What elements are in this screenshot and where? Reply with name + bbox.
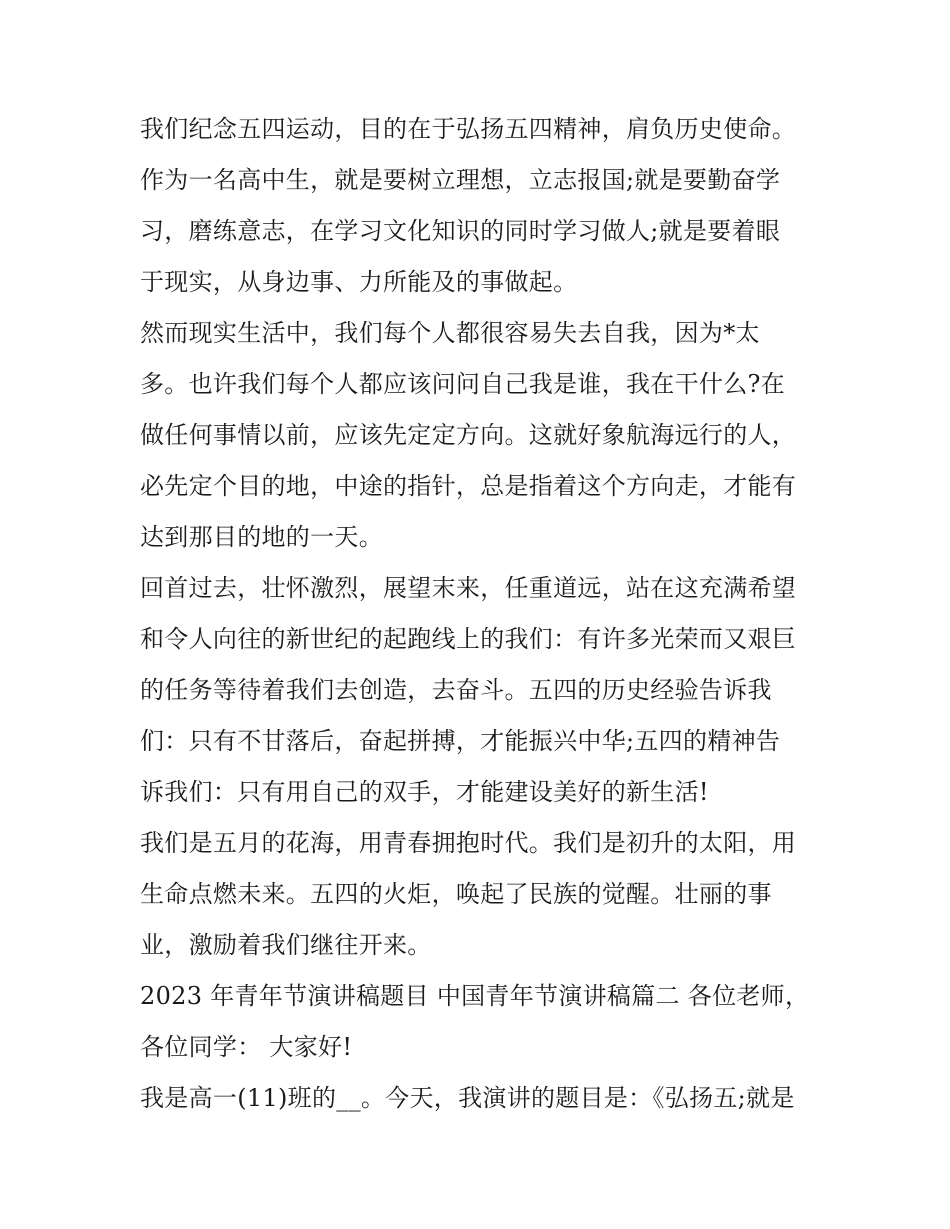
document-body xyxy=(140,104,820,1124)
paragraph-4 xyxy=(140,818,820,971)
text-line: 必先定个目的地，中途的指针，总是指着这个方向走，才能有 xyxy=(140,472,797,500)
paragraph-6 xyxy=(140,1073,820,1124)
text-line: 2023 年青年节演讲稿题目 中国青年节演讲稿篇二 各位老师， xyxy=(140,982,810,1010)
paragraph-5 xyxy=(140,971,820,1073)
text-line: 的任务等待着我们去创造，去奋斗。五四的历史经验告诉我 xyxy=(140,676,772,704)
text-line: 回首过去，壮怀激烈，展望末来，任重道远，站在这充满希望 xyxy=(140,574,797,602)
text-line: 生命点燃未来。五四的火炬，唤起了民族的觉醒。壮丽的事 xyxy=(140,880,772,908)
text-line: 和令人向往的新世纪的起跑线上的我们：有许多光荣而又艰巨 xyxy=(140,625,797,653)
text-line: 于现实，从身边事、力所能及的事做起。 xyxy=(140,268,578,296)
text-line: 我们纪念五四运动，目的在于弘扬五四精神，肩负历史使命。 xyxy=(140,115,797,143)
text-line: 各位同学： 大家好! xyxy=(140,1033,353,1061)
text-line: 们：只有不甘落后，奋起拼搏，才能振兴中华;五四的精神告 xyxy=(140,727,781,755)
text-line: 然而现实生活中，我们每个人都很容易失去自我，因为*太 xyxy=(140,319,760,347)
text-line: 做任何事情以前，应该先定定方向。这就好象航海远行的人， xyxy=(140,421,797,449)
text-line: 诉我们：只有用自己的双手，才能建设美好的新生活! xyxy=(140,778,709,806)
text-line: 作为一名高中生，就是要树立理想，立志报国;就是要勤奋学 xyxy=(140,166,781,194)
text-line: 达到那目的地的一天。 xyxy=(140,523,383,551)
paragraph-1 xyxy=(140,104,820,308)
paragraph-2 xyxy=(140,308,820,563)
text-line: 习，磨练意志，在学习文化知识的同时学习做人;就是要着眼 xyxy=(140,217,781,245)
text-line: 我们是五月的花海，用青春拥抱时代。我们是初升的太阳，用 xyxy=(140,829,797,857)
paragraph-3 xyxy=(140,563,820,818)
text-line: 多。也许我们每个人都应该问问自己我是谁，我在干什么?在 xyxy=(140,370,785,398)
text-line: 我是高一(11)班的__。今天，我演讲的题目是：《弘扬五;就是 xyxy=(140,1084,795,1112)
text-line: 业，激励着我们继往开来。 xyxy=(140,931,432,959)
